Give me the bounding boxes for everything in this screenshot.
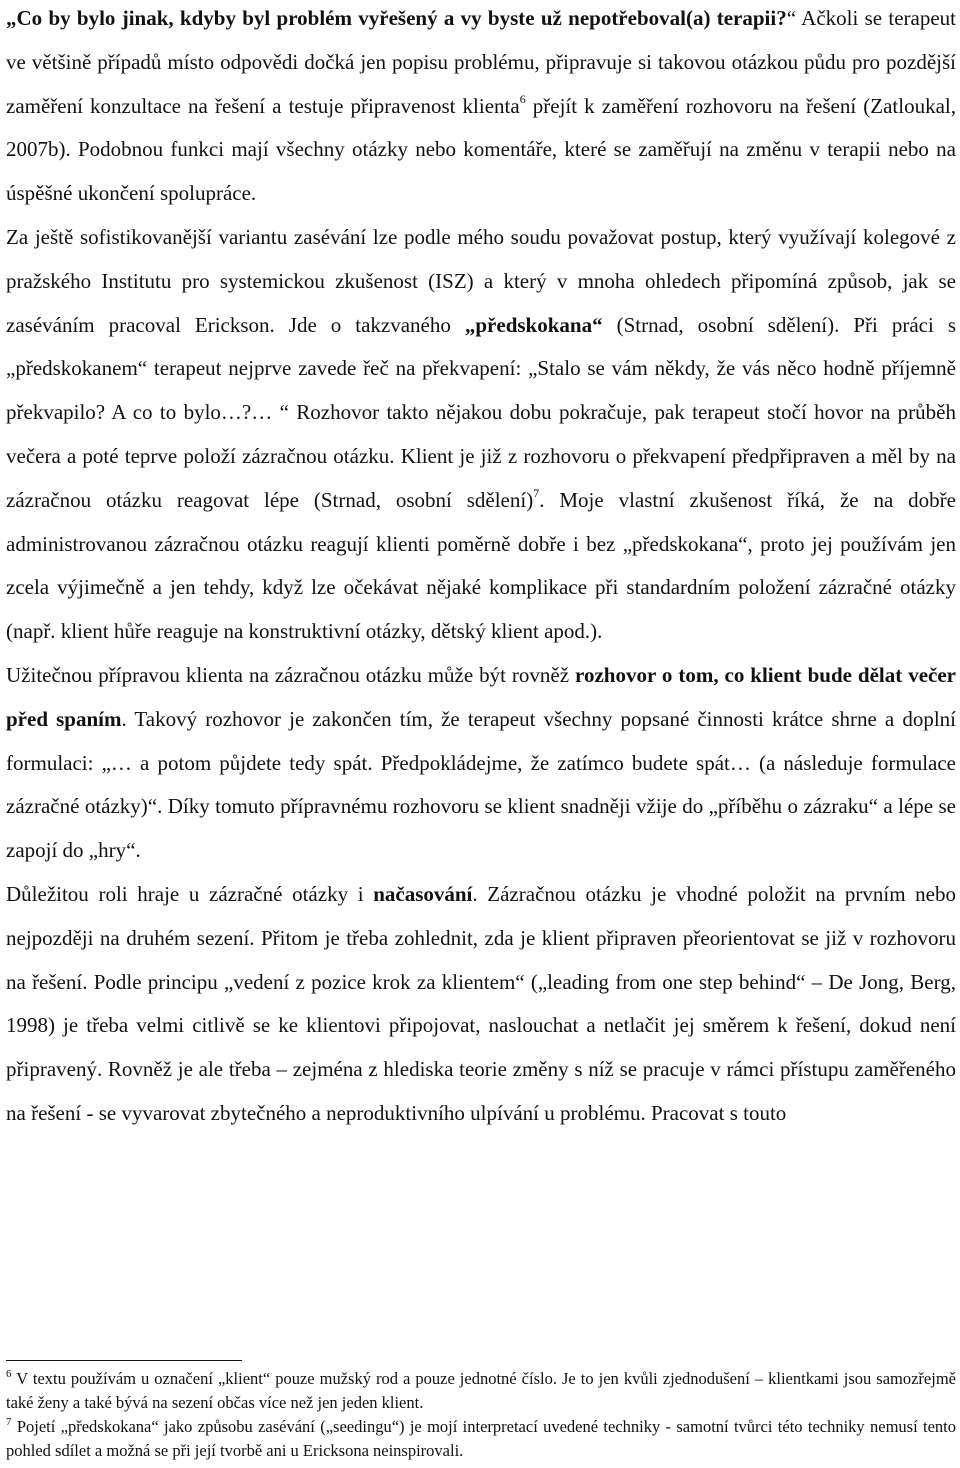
paragraph-3-text-a: Užitečnou přípravou klienta na zázračnou otázku může být rovněž	[6, 662, 576, 687]
paragraph-1-text-b: přejít k zaměření rozhovoru na řešení (Zatloukal, 2007b). Podobnou funkci mají všechny otázky nebo komentáře, které se zaměřují na změnu v terapii nebo na úspěšné ukončení spolupráce.	[6, 93, 956, 206]
paragraph-2-text-a: Za ještě sofistikovanější variantu zasévání lze podle mého soudu považovat postup, který využívají kolegové z pražského Institutu pro systemickou zkušenost (ISZ) a který v mnoha ohledech připomíná způsob, jak se zaséváním pracoval Erickson. Jde o takzvaného	[6, 224, 956, 337]
footnote-7	[6, 1415, 956, 1463]
paragraph-1-lead-question: „Co by bylo jinak, kdyby byl problém vyřešený a vy byste už nepotřeboval(a) terapii?	[6, 6, 787, 30]
paragraph-4	[6, 873, 956, 1136]
paragraph-1-text-a: “ Ačkoli se terapeut ve většině případů místo odpovědi dočká jen popisu problému, připravuje si takovou otázkou půdu pro pozdější zaměření konzultace na řešení a testuje připravenost klienta	[6, 6, 956, 118]
footnote-ref-7[interactable]: 7	[533, 485, 540, 500]
footnote-7-text: Pojetí „předskokana“ jako způsobu zasévání („seedingu“) je mojí interpretací uvedené techniky - samotní tvůrci této techniky nemusí tento pohled sdílet a možná se při její tvorbě ani u Ericksona neinspirovali.	[6, 1417, 956, 1460]
document-page	[6, 0, 956, 1136]
footnote-number-6: 6	[6, 1367, 12, 1380]
paragraph-1	[6, 0, 956, 216]
body-text	[6, 0, 956, 1136]
footnote-6	[6, 1367, 956, 1415]
paragraph-2	[6, 216, 956, 654]
paragraph-3	[6, 654, 956, 873]
paragraph-4-text-a: Důležitou roli hraje u zázračné otázky i	[6, 881, 374, 906]
footnote-number-7: 7	[6, 1415, 12, 1428]
paragraph-3-bold-phrase: rozhovor o tom, co klient bude dělat večer před spaním	[6, 662, 956, 731]
footnotes-section	[6, 1360, 956, 1463]
footnote-6-text: V textu používám u označení „klient“ pouze mužský rod a pouze jednotné číslo. Je to jen kvůli zjednodušení – klientkami jsou samozřejmě také ženy a také bývá na sezení občas více než jen jeden klient.	[6, 1369, 956, 1412]
paragraph-3-text-b: . Takový rozhovor je zakončen tím, že terapeut všechny popsané činnosti krátce shrne a doplní formulaci: „… a potom půjdete tedy spát. Předpokládejme, že zatímco budete spát… (a následuje formulace zázračné otázky)“. Díky tomuto přípravnému rozhovoru se klient snadněji vžije do „příběhu o zázraku“ a lépe se zapojí do „hry“.	[6, 706, 957, 863]
paragraph-4-bold-term: načasování	[373, 881, 473, 906]
paragraph-2-text-b: (Strnad, osobní sdělení). Při práci s „předskokanem“ terapeut nejprve zavede řeč na překvapení: „Stalo se vám někdy, že vás něco hodně příjemně překvapilo? A co to bylo…?… “ Rozhovor takto nějakou dobu pokračuje, pak terapeut stočí hovor na průběh večera a poté teprve položí zázračnou otázku. Klient je již z rozhovoru o překvapení předpřipraven a měl by na zázračnou otázku reagovat lépe (Strnad, osobní sdělení)	[6, 312, 956, 512]
footnote-separator	[6, 1360, 242, 1361]
paragraph-2-bold-term: „předskokana“	[464, 312, 603, 337]
paragraph-2-text-c: . Moje vlastní zkušenost říká, že na dobře administrovanou zázračnou otázku reagují klienti poměrně dobře i bez „předskokana“, proto jej používám jen zcela výjimečně a jen tehdy, když lze očekávat nějaké komplikace při standardním položení zázračné otázky (např. klient hůře reaguje na konstruktivní otázky, dětský klient apod.).	[6, 487, 956, 644]
footnote-ref-6[interactable]: 6	[519, 91, 526, 106]
paragraph-4-text-b: . Zázračnou otázku je vhodné položit na prvním nebo nejpozději na druhém sezení. Přitom je třeba zohlednit, zda je klient připraven přeorientovat se již v rozhovoru na řešení. Podle principu „vedení z pozice krok za klientem“ („leading from one step behind“ – De Jong, Berg, 1998) je třeba velmi citlivě se ke klientovi připojovat, naslouchat a netlačit jej směrem k řešení, dokud není připravený. Rovněž je ale třeba – zejména z hlediska teorie změny s níž se pracuje v rámci přístupu zaměřeného na řešení - se vyvarovat zbytečného a neproduktivního ulpívání u problému. Pracovat s touto	[6, 881, 956, 1125]
